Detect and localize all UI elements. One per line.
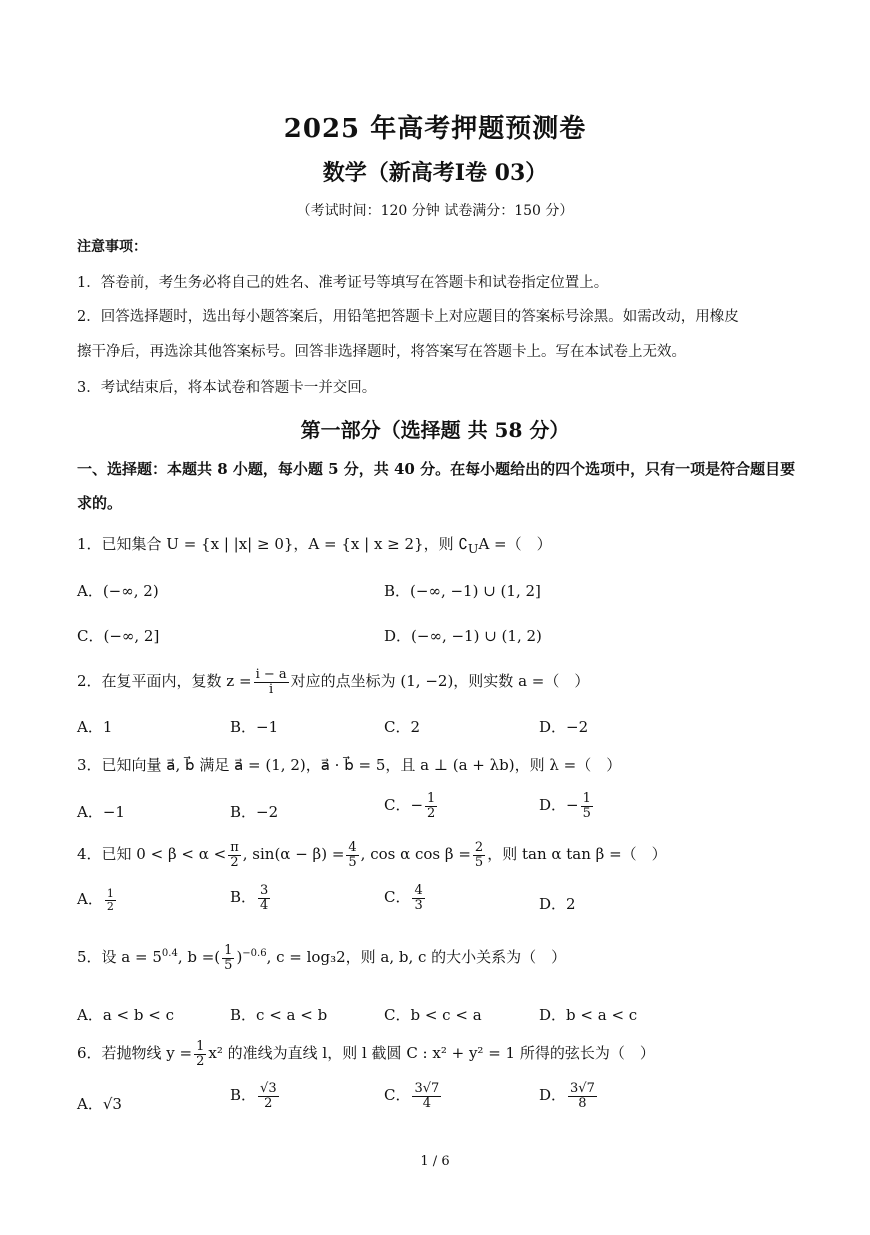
option-label: B．	[230, 888, 257, 907]
question-4-option-c	[384, 884, 427, 912]
fraction-numerator: 3√7	[570, 1081, 595, 1096]
question-5-paren-open: (	[214, 948, 221, 967]
question-4-text-mid2: , cos α cos β =	[360, 845, 471, 864]
question-1-stem	[77, 533, 552, 556]
question-6-option-c	[384, 1082, 443, 1110]
question-6-text-end: x² 的准线为直线 l，则 l 截圆 C : x² + y² = 1 所得的弦长为（ ）	[208, 1044, 655, 1063]
section-instructions: 一、选择题：本题共 8 小题，每小题 5 分，共 40 分。在每小题给出的四个选项中，只有一项是符合题目要	[77, 460, 796, 478]
question-1-option-d: D．(−∞, −1) ∪ (1, 2)	[384, 627, 542, 645]
fraction-numerator: i − a	[255, 667, 287, 682]
question-4-text: 4．已知 0 < β < α <	[77, 845, 227, 864]
question-3-option-b: B．−2	[230, 803, 279, 821]
question-5-option-d: D．b < a < c	[539, 1006, 638, 1024]
fraction-denominator: i	[269, 681, 274, 697]
fraction-numerator: 1	[224, 943, 233, 958]
question-2-option-a: A．1	[77, 718, 113, 736]
exam-info: （考试时间：120 分钟 试卷满分：150 分）	[296, 203, 574, 219]
question-3-option-c	[384, 792, 439, 820]
notice-item: 3．考试结束后，将本试卷和答题卡一并交回。	[77, 380, 377, 396]
fraction-denominator: 2	[230, 854, 239, 870]
notice-item: 2．回答选择题时，选出每小题答案后，用铅笔把答题卡上对应题目的答案标号涂黑。如需改动，用橡皮	[77, 309, 739, 325]
question-4-fraction-3	[473, 841, 485, 869]
question-1-option-c: C．(−∞, 2]	[77, 627, 160, 645]
option-fraction	[568, 1082, 597, 1110]
fraction-denominator: 5	[224, 957, 233, 973]
question-1-sub: U	[467, 541, 479, 556]
fraction-numerator: π	[230, 840, 239, 855]
question-4-option-d: D．2	[539, 895, 576, 913]
question-4-text-mid1: , sin(α − β) =	[242, 845, 345, 864]
option-label: D．−	[539, 796, 579, 815]
question-5-exponent-1: 0.4	[161, 948, 178, 960]
fraction-numerator: 3	[260, 883, 269, 898]
question-3-option-a: A．−1	[77, 803, 125, 821]
question-5-option-c: C．b < c < a	[384, 1006, 482, 1024]
option-label: C．−	[384, 796, 424, 815]
option-fraction	[105, 888, 116, 912]
fraction-numerator: 1	[106, 887, 114, 900]
option-label: C．	[384, 1086, 411, 1105]
option-fraction	[425, 792, 437, 820]
option-fraction	[581, 792, 593, 820]
question-6-text: 6．若抛物线 y =	[77, 1044, 193, 1063]
option-fraction	[258, 884, 270, 912]
part-title: 第一部分（选择题 共 58 分）	[300, 418, 570, 442]
question-4-fraction-1	[228, 841, 241, 869]
question-1-option-b: B．(−∞, −1) ∪ (1, 2]	[384, 582, 541, 600]
fraction-numerator: 4	[348, 840, 357, 855]
question-1-text: 1．已知集合 U = {x | |x| ≥ 0}，A = {x | x ≥ 2}，则 ∁	[77, 535, 468, 553]
page-number: 1 / 6	[420, 1154, 450, 1169]
question-5-fraction	[222, 944, 234, 972]
fraction-denominator: 4	[422, 1095, 432, 1111]
fraction-denominator: 5	[474, 854, 484, 870]
fraction-numerator: 1	[427, 791, 436, 806]
fraction-numerator: 1	[196, 1039, 205, 1054]
question-5-exponent-2: −0.6	[242, 948, 267, 960]
question-2-option-b: B．−1	[230, 718, 279, 736]
option-label: C．	[384, 888, 411, 907]
fraction-denominator: 5	[582, 805, 591, 821]
option-fraction	[412, 1082, 441, 1110]
question-2-text-end: 对应的点坐标为 (1, −2)，则实数 a =（ ）	[290, 672, 590, 691]
question-6-option-a: A．√3	[77, 1095, 122, 1113]
fraction-denominator: 2	[106, 899, 114, 913]
question-1-text-end: A =（ ）	[478, 535, 552, 553]
question-5-text-mid: , b =	[177, 948, 215, 967]
option-fraction	[258, 1082, 279, 1110]
fraction-denominator: 4	[260, 897, 269, 913]
fraction-denominator: 3	[414, 897, 423, 913]
fraction-denominator: 2	[427, 805, 436, 821]
question-4-text-end: ，则 tan α tan β =（ ）	[487, 845, 667, 864]
fraction-denominator: 5	[348, 854, 357, 870]
option-label: D．	[539, 1086, 567, 1105]
notice-item: 擦干净后，再选涂其他答案标号。回答非选择题时，将答案写在答题卡上。写在本试卷上无效。	[77, 344, 686, 360]
question-6-option-d	[539, 1082, 599, 1110]
question-5-paren-close: )	[236, 948, 243, 967]
question-4-fraction-2	[346, 841, 358, 869]
question-4-option-b	[230, 884, 272, 912]
question-5-text: 5．设 a = 5	[77, 948, 162, 967]
fraction-numerator: 2	[474, 840, 484, 855]
question-3-stem: 3．已知向量 a⃗, b⃗ 满足 a⃗ = (1, 2)，a⃗ · b⃗ = 5，且 a ⊥ (a + λb)，则 λ =（ ）	[77, 756, 622, 774]
question-5-option-b: B．c < a < b	[230, 1006, 328, 1024]
question-6-option-b	[230, 1082, 281, 1110]
question-2-stem	[77, 668, 589, 696]
fraction-numerator: 4	[414, 883, 423, 898]
question-2-fraction	[254, 668, 289, 696]
question-1-option-a: A．(−∞, 2)	[77, 582, 159, 600]
question-5-text-end: , c = log₃2，则 a, b, c 的大小关系为（ ）	[266, 948, 567, 967]
fraction-denominator: 2	[264, 1095, 273, 1111]
section-instructions-cont: 求的。	[77, 494, 123, 512]
question-6-fraction	[194, 1040, 206, 1068]
question-2-option-d: D．−2	[539, 718, 589, 736]
option-label: B．	[230, 1086, 257, 1105]
fraction-denominator: 2	[196, 1053, 205, 1069]
question-5-stem	[77, 944, 566, 972]
option-fraction	[412, 884, 424, 912]
fraction-numerator: 3√7	[414, 1081, 440, 1096]
notice-item: 1．答卷前，考生务必将自己的姓名、准考证号等填写在答题卡和试卷指定位置上。	[77, 275, 609, 291]
fraction-numerator: 1	[582, 791, 591, 806]
question-5-option-a: A．a < b < c	[77, 1006, 174, 1024]
fraction-denominator: 8	[578, 1095, 587, 1111]
question-3-option-d	[539, 792, 595, 820]
option-label: A．	[77, 890, 103, 909]
question-4-option-a	[77, 888, 118, 912]
notice-heading: 注意事项：	[77, 239, 147, 255]
exam-title: 2025 年高考押题预测卷	[283, 114, 587, 144]
question-4-stem	[77, 841, 667, 869]
question-2-option-c: C．2	[384, 718, 421, 736]
exam-subtitle: 数学（新高考Ⅰ卷 03）	[322, 160, 548, 186]
question-2-text: 2．在复平面内，复数 z =	[77, 672, 252, 691]
question-6-stem	[77, 1040, 655, 1068]
fraction-numerator: √3	[260, 1081, 277, 1096]
